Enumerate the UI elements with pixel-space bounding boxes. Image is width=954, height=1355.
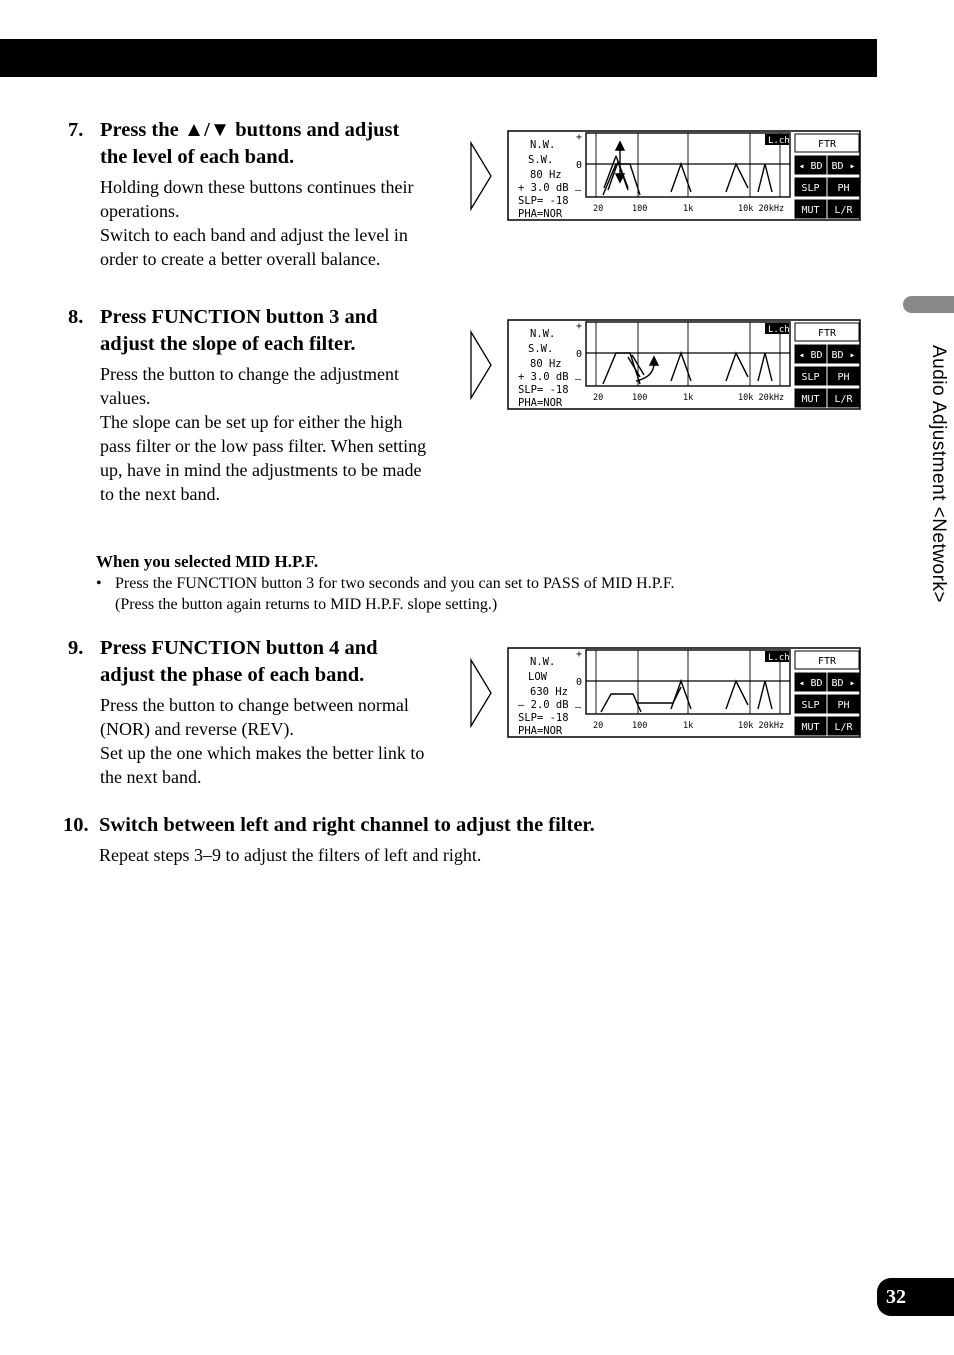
info-text: PHA=NOR [518,725,563,737]
freq-tick-label: 20 [593,393,604,403]
step-number: 10. [63,814,89,836]
freq-tick-label: 10k 20kHz [738,393,785,403]
pointer-triangle-icon [471,143,491,209]
button-label: BD ▸ [831,161,856,172]
freq-tick-label: 20 [593,204,604,214]
button-label: FTR [817,328,837,339]
freq-tick-label: 20 [593,721,604,731]
step-title: Press FUNCTION button 3 and adjust the slope of each filter. [100,306,378,355]
step-number: 9. [68,637,84,659]
display-panel-step-8 [468,319,862,413]
info-text: + 3.0 dB [518,182,569,194]
info-text: N.W. [530,328,556,340]
step-7 [68,117,428,271]
info-text: LOW [528,671,547,683]
button-label: ◂ BD [798,678,823,689]
channel-label: L.ch [768,653,790,663]
scale-marker: – [575,374,582,385]
step-paragraph: Switch to each band and adjust the level in order to create a better overall balance. [100,225,408,269]
button-label: L/R [834,205,853,216]
scale-marker: 0 [576,160,583,171]
step-title: Press the ▲/▼ buttons and adjust the level of each band. [100,119,400,168]
freq-tick-label: 10k 20kHz [738,204,785,214]
function-button-3[interactable] [828,156,859,174]
note-title: When you selected MID H.P.F. [96,552,319,571]
function-button-6[interactable] [795,717,826,735]
function-button-4[interactable] [795,367,826,385]
info-text: 80 Hz [530,358,562,370]
scale-marker: – [575,185,582,196]
display-panel-step-7 [468,130,862,224]
button-label: MUT [801,205,820,216]
function-button-4[interactable] [795,178,826,196]
info-text: 80 Hz [530,169,562,181]
step-paragraph: Press the button to change between normal (NOR) and reverse (REV). [100,695,409,739]
step-paragraph: Holding down these buttons continues their operations. [100,177,414,221]
button-label: ◂ BD [798,161,823,172]
step-paragraph: Set up the one which makes the better link to the next band. [100,743,425,787]
scale-marker: – [575,702,582,713]
button-label: MUT [801,394,820,405]
function-button-3[interactable] [828,345,859,363]
button-label: FTR [817,139,837,150]
page-number: 32 [877,1278,954,1316]
scale-marker: 0 [576,677,583,688]
function-button-7[interactable] [828,717,859,735]
function-button-3[interactable] [828,673,859,691]
info-text: SLP= -18 [518,384,569,396]
note-line: Press the FUNCTION button 3 for two seconds and you can set to PASS of MID H.P.F. [115,575,675,592]
freq-tick-label: 1k [683,393,694,403]
note-line: (Press the button again returns to MID H.P.F. slope setting.) [115,596,498,613]
lcd-display [468,647,862,741]
info-text: 630 Hz [530,686,568,698]
step-9 [68,635,428,789]
step-8 [68,304,428,506]
freq-tick-label: 100 [632,204,648,214]
info-text: PHA=NOR [518,397,563,409]
button-label: PH [837,183,850,194]
freq-tick-label: 10k 20kHz [738,721,785,731]
scale-marker: 0 [576,349,583,360]
function-button-1[interactable] [795,134,859,152]
info-text: SLP= -18 [518,195,569,207]
function-button-5[interactable] [828,178,859,196]
info-text: N.W. [530,139,556,151]
button-label: SLP [801,372,820,383]
lcd-display [468,130,862,224]
step-title: Switch between left and right channel to adjust the filter. [99,814,595,836]
function-button-2[interactable] [795,156,826,174]
function-button-7[interactable] [828,389,859,407]
button-label: PH [837,372,850,383]
header-bar [0,39,877,77]
info-text: N.W. [530,656,556,668]
function-button-5[interactable] [828,367,859,385]
button-label: FTR [817,656,837,667]
scale-marker: + [576,321,583,332]
scale-marker: + [576,132,583,143]
pointer-triangle-icon [471,660,491,726]
freq-tick-label: 100 [632,393,648,403]
bullet: • [96,575,102,592]
function-button-7[interactable] [828,200,859,218]
step-title: Press FUNCTION button 4 and adjust the phase of each band. [100,637,378,686]
function-button-1[interactable] [795,323,859,341]
section-tab-marker [903,296,954,313]
section-title: Audio Adjustment <Network> [928,345,949,604]
step-paragraph: The slope can be set up for either the high pass filter or the low pass filter. When setting up, have in mind the adjustments to be made to the next band. [100,412,427,504]
button-label: L/R [834,722,853,733]
function-button-6[interactable] [795,200,826,218]
channel-label: L.ch [768,325,790,335]
function-button-1[interactable] [795,651,859,669]
button-label: SLP [801,700,820,711]
channel-label: L.ch [768,136,790,146]
info-text: PHA=NOR [518,208,563,220]
freq-tick-label: 1k [683,204,694,214]
step-paragraph: Press the button to change the adjustment values. [100,364,399,408]
function-button-5[interactable] [828,695,859,713]
display-panel-step-9 [468,647,862,741]
info-text: S.W. [528,154,554,166]
step-10 [63,812,863,867]
step-paragraph: Repeat steps 3–9 to adjust the filters of left and right. [99,845,482,865]
info-text: + 3.0 dB [518,371,569,383]
step-number: 7. [68,119,84,141]
function-button-6[interactable] [795,389,826,407]
info-text: SLP= -18 [518,712,569,724]
button-label: PH [837,700,850,711]
button-label: ◂ BD [798,350,823,361]
button-label: SLP [801,183,820,194]
button-label: BD ▸ [831,678,856,689]
button-label: L/R [834,394,853,405]
info-text: S.W. [528,343,554,355]
pointer-triangle-icon [471,332,491,398]
scale-marker: + [576,649,583,660]
info-text: – 2.0 dB [518,699,569,711]
function-button-2[interactable] [795,345,826,363]
freq-tick-label: 100 [632,721,648,731]
mid-hpf-note [96,551,876,615]
function-button-2[interactable] [795,673,826,691]
step-number: 8. [68,306,84,328]
freq-tick-label: 1k [683,721,694,731]
button-label: MUT [801,722,820,733]
button-label: BD ▸ [831,350,856,361]
lcd-display [468,319,862,413]
function-button-4[interactable] [795,695,826,713]
